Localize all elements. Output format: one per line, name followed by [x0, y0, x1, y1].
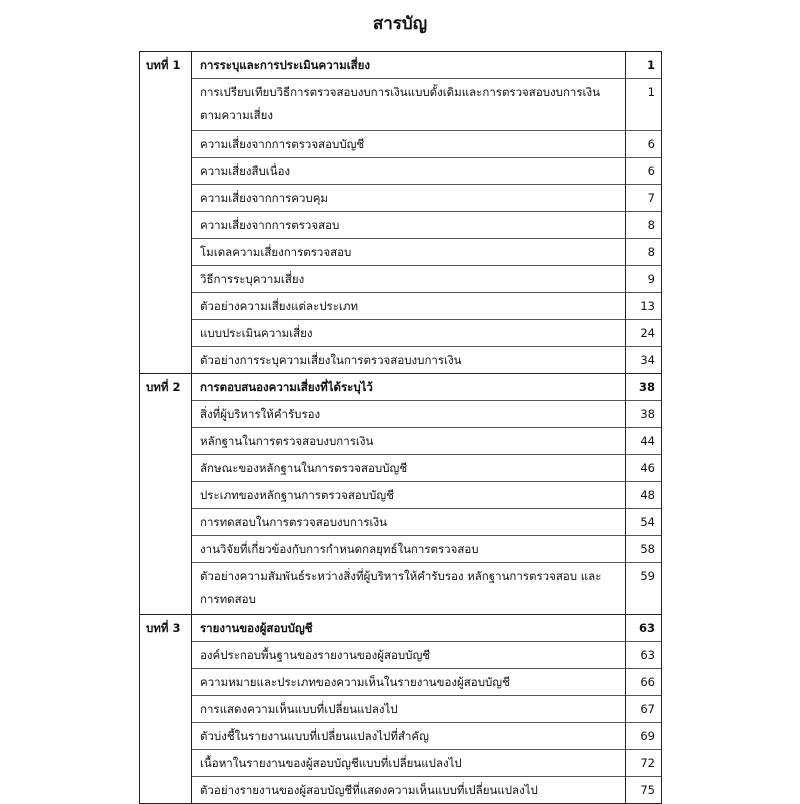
chapter-column-empty	[140, 455, 192, 482]
toc-entry-title: ความเสี่ยงจากการตรวจสอบบัญชี	[192, 131, 626, 158]
toc-entry-title: ความเสี่ยงจากการตรวจสอบ	[192, 212, 626, 239]
toc-entry-title: ตัวอย่างความเสี่ยงแต่ละประเภท	[192, 293, 626, 320]
toc-entry-title: การเปรียบเทียบวิธีการตรวจสอบงบการเงินแบบดั้งเดิมและการตรวจสอบงบการเงินตามความเสี่ยง	[192, 79, 626, 131]
toc-entry-title: แบบประเมินความเสี่ยง	[192, 320, 626, 347]
chapter-column-empty	[140, 563, 192, 615]
toc-entry-row	[140, 293, 662, 320]
toc-entry-title: องค์ประกอบพื้นฐานของรายงานของผู้สอบบัญชี	[192, 642, 626, 669]
chapter-column-empty	[140, 131, 192, 158]
toc-entry-row	[140, 320, 662, 347]
toc-entry-title: ประเภทของหลักฐานการตรวจสอบบัญชี	[192, 482, 626, 509]
toc-entry-title: สิ่งที่ผู้บริหารให้คำรับรอง	[192, 401, 626, 428]
toc-entry-page-number: 63	[626, 642, 662, 669]
toc-entry-page-number: 8	[626, 212, 662, 239]
toc-entry-page-number: 75	[626, 777, 662, 804]
toc-entry-row	[140, 401, 662, 428]
toc-entry-row	[140, 750, 662, 777]
toc-entry-row	[140, 79, 662, 131]
toc-entry-title: ความเสี่ยงจากการควบคุม	[192, 185, 626, 212]
table-of-contents	[139, 51, 662, 804]
chapter-column-empty	[140, 185, 192, 212]
chapter-column-empty	[140, 642, 192, 669]
toc-entry-page-number: 1	[626, 79, 662, 131]
chapter-column-empty	[140, 239, 192, 266]
toc-entry-page-number: 8	[626, 239, 662, 266]
toc-entry-page-number: 38	[626, 401, 662, 428]
toc-entry-page-number: 66	[626, 669, 662, 696]
toc-entry-title: ลักษณะของหลักฐานในการตรวจสอบบัญชี	[192, 455, 626, 482]
chapter-column-empty	[140, 212, 192, 239]
toc-entry-page-number: 24	[626, 320, 662, 347]
toc-entry-row	[140, 563, 662, 615]
toc-entry-page-number: 44	[626, 428, 662, 455]
toc-entry-row	[140, 185, 662, 212]
page-title: สารบัญ	[372, 14, 428, 34]
toc-entry-page-number: 58	[626, 536, 662, 563]
chapter-title: การตอบสนองความเสี่ยงที่ได้ระบุไว้	[192, 374, 626, 401]
chapter-label: บทที่ 3	[140, 615, 192, 642]
toc-entry-row	[140, 428, 662, 455]
toc-entry-title: หลักฐานในการตรวจสอบงบการเงิน	[192, 428, 626, 455]
toc-entry-title: ความหมายและประเภทของความเห็นในรายงานของผู้สอบบัญชี	[192, 669, 626, 696]
toc-entry-row	[140, 266, 662, 293]
chapter-column-empty	[140, 723, 192, 750]
chapter-page-number: 38	[626, 374, 662, 401]
toc-entry-title: โมเดลความเสี่ยงการตรวจสอบ	[192, 239, 626, 266]
chapter-page-number: 1	[626, 52, 662, 79]
toc-entry-row	[140, 669, 662, 696]
toc-entry-page-number: 7	[626, 185, 662, 212]
toc-entry-title: งานวิจัยที่เกี่ยวข้องกับการกำหนดกลยุทธ์ในการตรวจสอบ	[192, 536, 626, 563]
toc-entry-row	[140, 536, 662, 563]
toc-entry-page-number: 69	[626, 723, 662, 750]
toc-entry-row	[140, 347, 662, 374]
chapter-column-empty	[140, 293, 192, 320]
toc-body	[140, 52, 662, 804]
toc-entry-title: ความเสี่ยงสืบเนื่อง	[192, 158, 626, 185]
chapter-column-empty	[140, 158, 192, 185]
toc-entry-row	[140, 212, 662, 239]
chapter-column-empty	[140, 347, 192, 374]
chapter-column-empty	[140, 401, 192, 428]
toc-entry-title: วิธีการระบุความเสี่ยง	[192, 266, 626, 293]
toc-entry-title: การแสดงความเห็นแบบที่เปลี่ยนแปลงไป	[192, 696, 626, 723]
chapter-title: รายงานของผู้สอบบัญชี	[192, 615, 626, 642]
chapter-title: การระบุและการประเมินความเสี่ยง	[192, 52, 626, 79]
toc-entry-page-number: 59	[626, 563, 662, 615]
toc-entry-row	[140, 696, 662, 723]
toc-entry-page-number: 48	[626, 482, 662, 509]
toc-entry-page-number: 6	[626, 158, 662, 185]
toc-entry-row	[140, 777, 662, 804]
toc-entry-page-number: 46	[626, 455, 662, 482]
toc-entry-page-number: 72	[626, 750, 662, 777]
chapter-column-empty	[140, 750, 192, 777]
chapter-column-empty	[140, 428, 192, 455]
chapter-column-empty	[140, 669, 192, 696]
toc-entry-row	[140, 482, 662, 509]
toc-entry-title: ตัวบ่งชี้ในรายงานแบบที่เปลี่ยนแปลงไปที่สำคัญ	[192, 723, 626, 750]
chapter-column-empty	[140, 482, 192, 509]
toc-entry-title: ตัวอย่างการระบุความเสี่ยงในการตรวจสอบงบการเงิน	[192, 347, 626, 374]
chapter-column-empty	[140, 509, 192, 536]
chapter-row	[140, 615, 662, 642]
chapter-column-empty	[140, 536, 192, 563]
toc-entry-row	[140, 131, 662, 158]
toc-entry-title: เนื้อหาในรายงานของผู้สอบบัญชีแบบที่เปลี่ยนแปลงไป	[192, 750, 626, 777]
chapter-page-number: 63	[626, 615, 662, 642]
toc-entry-page-number: 9	[626, 266, 662, 293]
toc-entry-title: ตัวอย่างความสัมพันธ์ระหว่างสิ่งที่ผู้บริหารให้คำรับรอง หลักฐานการตรวจสอบ และการทดสอบ	[192, 563, 626, 615]
chapter-column-empty	[140, 777, 192, 804]
toc-entry-page-number: 67	[626, 696, 662, 723]
chapter-row	[140, 374, 662, 401]
chapter-column-empty	[140, 266, 192, 293]
toc-entry-page-number: 6	[626, 131, 662, 158]
toc-entry-page-number: 54	[626, 509, 662, 536]
chapter-column-empty	[140, 79, 192, 131]
toc-entry-row	[140, 239, 662, 266]
toc-entry-row	[140, 509, 662, 536]
toc-entry-title: ตัวอย่างรายงานของผู้สอบบัญชีที่แสดงความเห็นแบบที่เปลี่ยนแปลงไป	[192, 777, 626, 804]
chapter-label: บทที่ 1	[140, 52, 192, 79]
toc-entry-title: การทดสอบในการตรวจสอบงบการเงิน	[192, 509, 626, 536]
chapter-label: บทที่ 2	[140, 374, 192, 401]
toc-entry-page-number: 34	[626, 347, 662, 374]
toc-entry-row	[140, 642, 662, 669]
toc-entry-row	[140, 158, 662, 185]
chapter-column-empty	[140, 696, 192, 723]
chapter-column-empty	[140, 320, 192, 347]
toc-entry-page-number: 13	[626, 293, 662, 320]
toc-entry-row	[140, 723, 662, 750]
chapter-row	[140, 52, 662, 79]
toc-entry-row	[140, 455, 662, 482]
